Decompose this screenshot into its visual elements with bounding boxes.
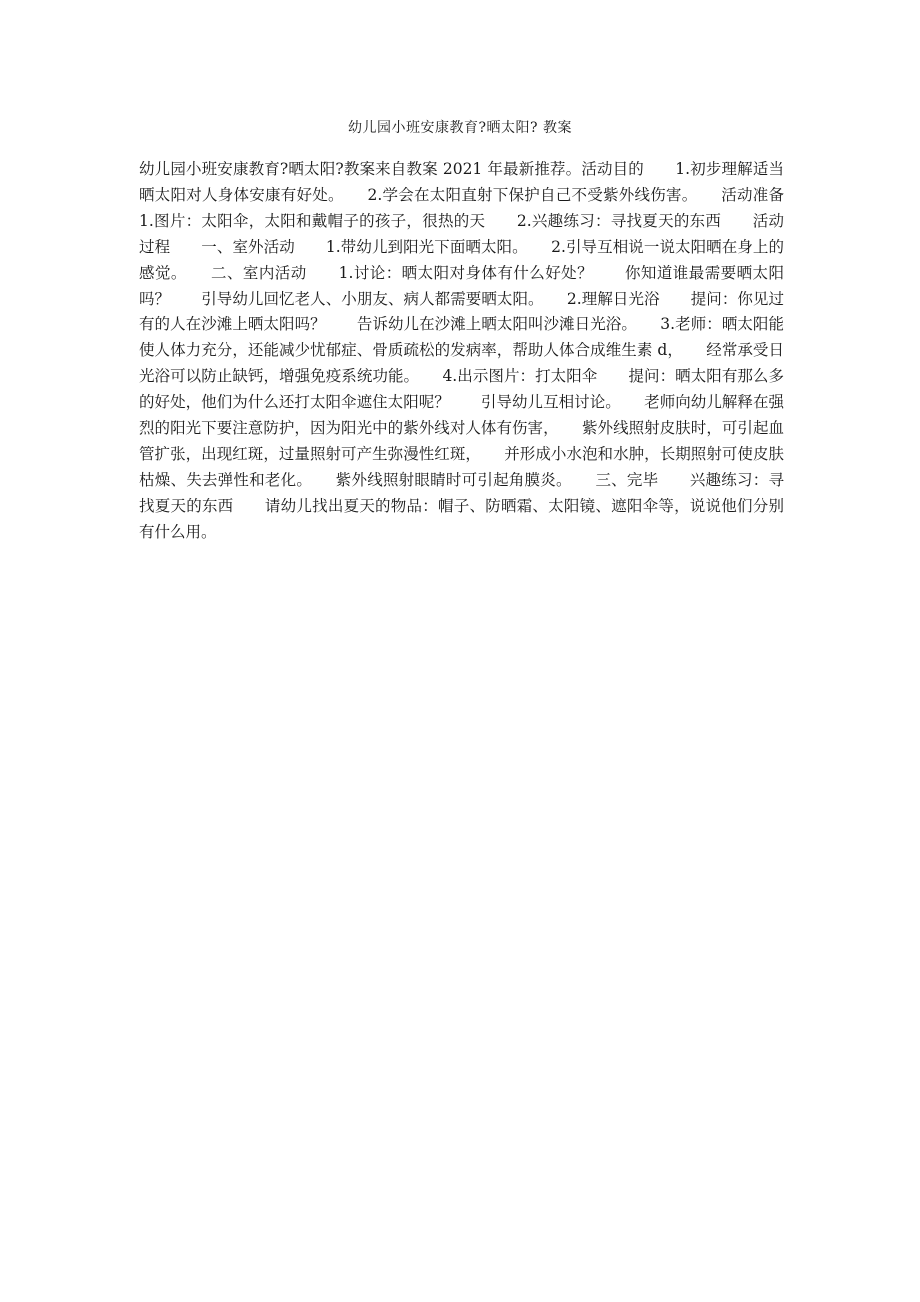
page-title: 幼儿园小班安康教育?晒太阳? 教案 [348, 120, 572, 136]
body-text: 幼儿园小班安康教育?晒太阳?教案来自教案 2021 年最新推荐。活动目的 1.初步理解适当晒太阳对人身体安康有好处。 2.学会在太阳直射下保护自己不受紫外线伤害。 活动准备 1.图片：太阳伞，太阳和戴帽子的孩子，很热的天 2.兴趣练习：寻找夏天的东西 活动过程 一、室外活动 1.带幼儿到阳光下面晒太阳。 2.引导互相说一说太阳晒在身上的感觉。 二、室内活动 1.讨论：晒太阳对身体有什么好处？ 你知道谁最需要晒太阳吗？ 引导幼儿回忆老人、小朋友、病人都需要晒太阳。 2.理解日光浴 提问：你见过有的人在沙滩上晒太阳吗？ 告诉幼儿在沙滩上晒太阳叫沙滩日光浴。 3.老师：晒太阳能使人体力充分，还能减少忧郁症、骨质疏松的发病率，帮助人体合成维生素 d， 经常承受日光浴可以防止缺钙，增强免疫系统功能。 4.出示图片：打太阳伞 提问：晒太阳有那么多的好处，他们为什么还打太阳伞遮住太阳呢？ 引导幼儿互相讨论。 老师向幼儿解释在强烈的阳光下要注意防护，因为阳光中的紫外线对人体有伤害， 紫外线照射皮肤时，可引起血管扩张，出现红斑，过量照射可产生弥漫性红斑， 并形成小水泡和水肿，长期照射可使皮肤枯燥、失去弹性和老化。 紫外线照射眼睛时可引起角膜炎。 三、完毕 兴趣练习：寻找夏天的东西 请幼儿找出夏天的物品：帽子、防晒霜、太阳镜、遮阳伞等，说说他们分别有什么用。 [139, 160, 816, 541]
